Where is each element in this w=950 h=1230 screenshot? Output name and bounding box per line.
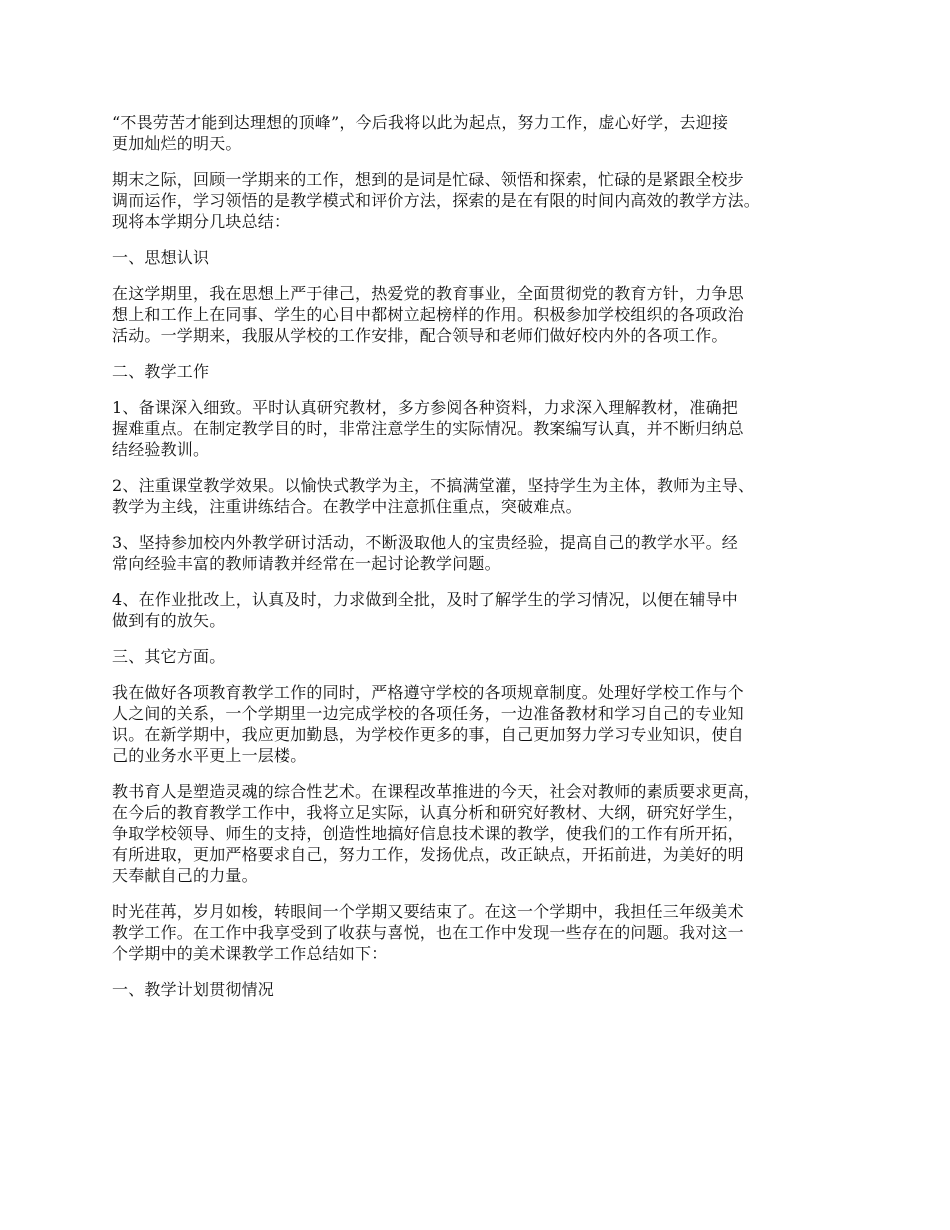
section-heading-teaching: 二、教学工作	[112, 362, 210, 381]
paragraph-ideology: 在这学期里，我在思想上严于律己，热爱党的教育事业，全面贯彻党的教育方针，力争思 想上和工作上在同事、学生的心目中都树立起榜样的作用。积极参加学校组织的各项政治 活动。一学期来，我服从学校的工作安排，配合领导和老师们做好校内外的各项工作。	[112, 284, 744, 345]
section-heading-teaching-plan: 一、教学计划贯彻情况	[112, 980, 275, 999]
paragraph-teaching-3: 3、坚持参加校内外教学研讨活动，不断汲取他人的宝贵经验，提高自己的教学水平。经 常向经验丰富的教师请教并经常在一起讨论教学问题。	[112, 533, 738, 573]
section-heading-ideology: 一、思想认识	[112, 248, 210, 267]
paragraph-term-review: 期末之际，回顾一学期来的工作，想到的是词是忙碌、领悟和探索，忙碌的是紧跟全校步 调而运作，学习领悟的是教学模式和评价方法，探索的是在有限的时间内高效的教学方法。 现将本学期分几块总结：	[112, 170, 761, 231]
paragraph-teaching-1: 1、备课深入细致。平时认真研究教材，多方参阅各种资料，力求深入理解教材，准确把 握难重点。在制定教学目的时，非常注意学生的实际情况。教案编写认真，并不断归纳总 结经验教训。	[112, 398, 744, 459]
paragraph-teaching-2: 2、注重课堂教学效果。以愉快式教学为主，不搞满堂灌，坚持学生为主体，教师为主导、 教学为主线，注重讲练结合。在教学中注意抓住重点，突破难点。	[112, 476, 755, 516]
paragraph-intro-quote: “不畏劳苦才能到达理想的顶峰”，今后我将以此为起点，努力工作，虚心好学，去迎接 更加灿烂的明天。	[112, 113, 729, 153]
paragraph-teaching-4: 4、在作业批改上，认真及时，力求做到全批，及时了解学生的学习情况，以便在辅导中 做到有的放矢。	[112, 590, 738, 630]
paragraph-art-class-intro: 时光荏苒，岁月如梭，转眼间一个学期又要结束了。在这一个学期中，我担任三年级美术 教学工作。在工作中我享受到了收获与喜悦，也在工作中发现一些存在的问题。我对这一 个学期中的美术课教学工作总结如下：	[112, 902, 744, 963]
document-page	[112, 112, 852, 1015]
section-heading-other: 三、其它方面。	[112, 647, 226, 666]
paragraph-education-art: 教书育人是塑造灵魂的综合性艺术。在课程改革推进的今天，社会对教师的素质要求更高， 在今后的教育教学工作中，我将立足实际，认真分析和研究好教材、大纲，研究好学生， 争取学校领导、师生的支持，创造性地搞好信息技术课的教学，使我们的工作有所开拓， 有所进取，更加严格要求自己，努力工作，发扬优点，改正缺点，开拓前进，为美好的明 天奉献自己的力量。	[112, 782, 761, 885]
paragraph-other: 我在做好各项教育教学工作的同时，严格遵守学校的各项规章制度。处理好学校工作与个 人之间的关系，一个学期里一边完成学校的各项任务，一边准备教材和学习自己的专业知 识。在新学期中，我应更加勤恳，为学校作更多的事，自己更加努力学习专业知识，使自 己的业务水平更上一层楼。	[112, 683, 744, 765]
